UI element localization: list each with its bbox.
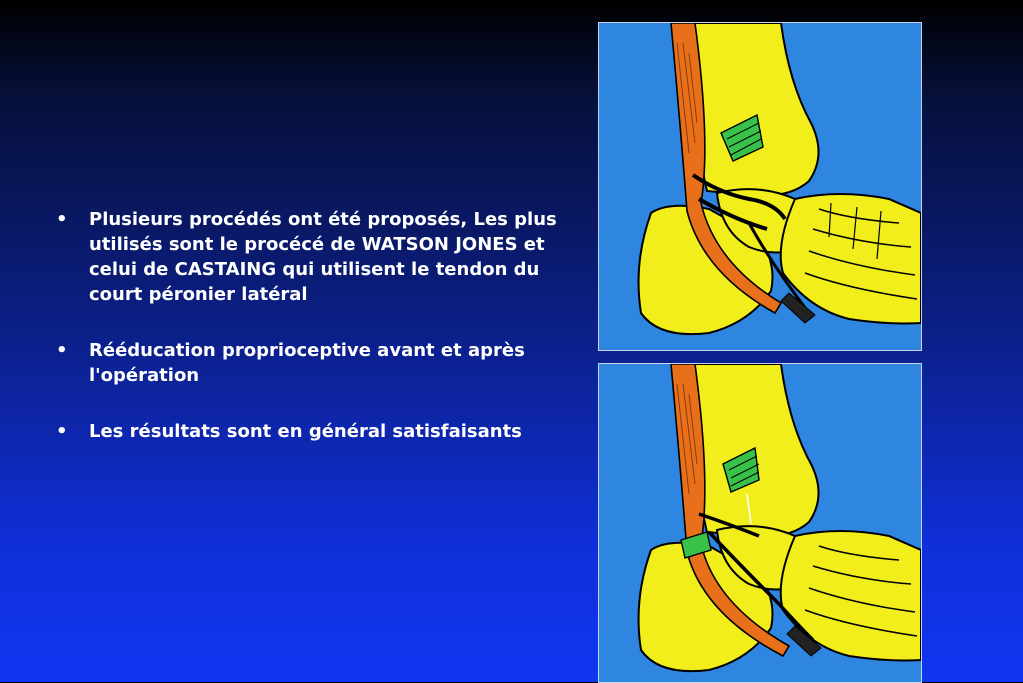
ankle-drawing — [599, 364, 921, 682]
bullet-text: Rééducation proprioceptive avant et après l'opération — [89, 340, 525, 386]
ankle-illustration-castaing — [598, 363, 922, 683]
ankle-drawing — [599, 23, 921, 350]
bullet-item — [56, 419, 576, 444]
ankle-illustration-watson-jones — [598, 22, 922, 351]
bullet-text: Plusieurs procédés ont été proposés, Les plus utilisés sont le procécé de WATSON JONES et celui de CASTAING qui utilisent le tendon du court péronier latéral — [89, 209, 557, 305]
bullet-item — [56, 338, 576, 388]
bullet-item — [56, 207, 576, 307]
bullet-marker: • — [56, 209, 68, 230]
bullet-marker: • — [56, 421, 68, 442]
bullet-marker: • — [56, 340, 68, 361]
bullet-list — [56, 207, 576, 475]
bullet-text: Les résultats sont en général satisfaisants — [89, 421, 522, 442]
